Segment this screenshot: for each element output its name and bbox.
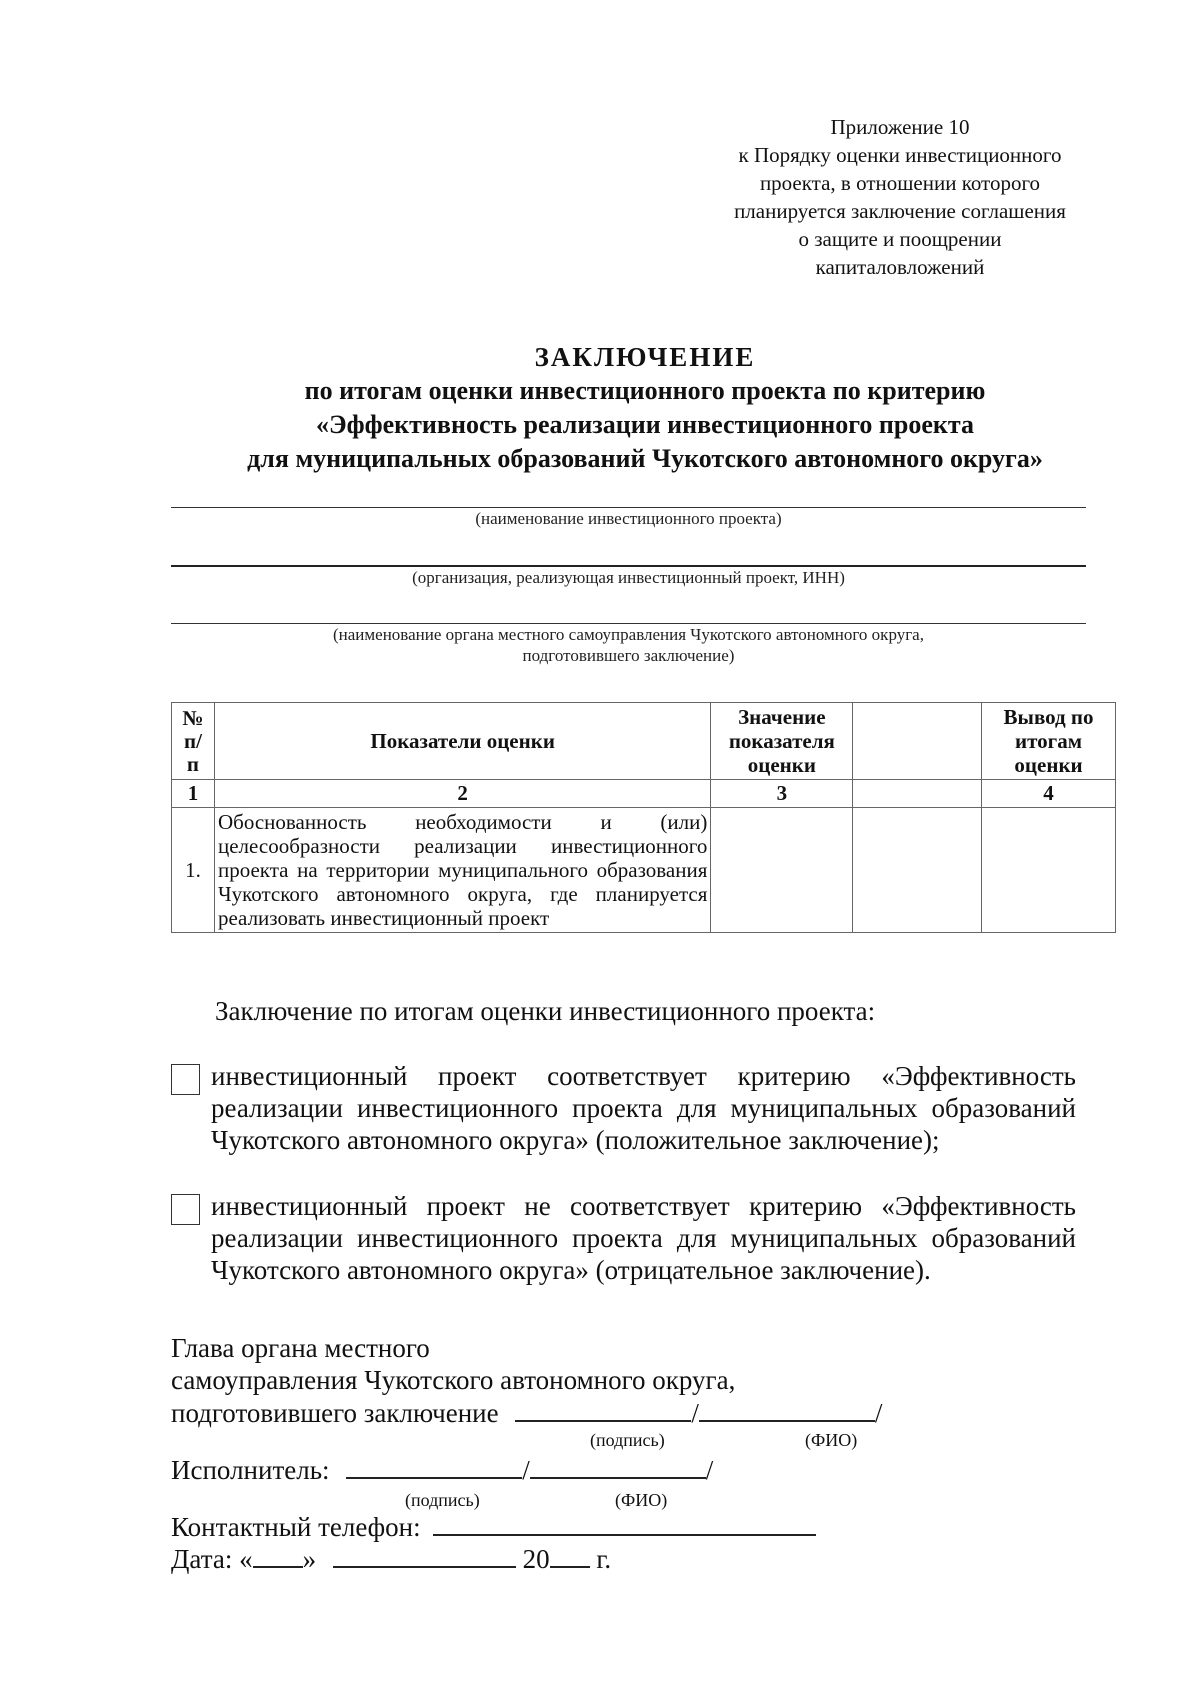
negative-option-text: инвестиционный проект не соответствует критерию «Эффективность реализации инвестиционного проекта для муниципальных образований Чукотского автономного округа» (отрицательное заключение).: [211, 1191, 1076, 1285]
criteria-table: [171, 702, 1116, 933]
appendix-line: капиталовложений: [815, 255, 985, 279]
row-result-cell[interactable]: [982, 808, 1116, 933]
table-row: [172, 808, 1116, 933]
header-blank: [853, 703, 982, 780]
appendix-line: о защите и поощрении: [798, 227, 1002, 251]
appendix-block: [700, 113, 1100, 281]
year-suffix: г.: [589, 1544, 612, 1574]
slash: /: [522, 1455, 530, 1485]
head-signature-row: [171, 1396, 882, 1429]
executor-signature-field[interactable]: [346, 1453, 522, 1479]
executor-signature-caption: (подпись): [405, 1490, 480, 1510]
header-num: № п/п: [172, 703, 215, 780]
head-fio-caption: (ФИО): [805, 1430, 858, 1450]
head-line-2: самоуправления Чукотского автономного округа,: [171, 1365, 736, 1395]
head-line-3: подготовившего заключение: [171, 1398, 499, 1428]
header-value: Значение показателя оценки: [711, 703, 853, 780]
table-header-row: [172, 703, 1116, 780]
year-prefix: 20: [522, 1544, 550, 1574]
executor-label: Исполнитель:: [171, 1455, 330, 1485]
conclusion-heading: Заключение по итогам оценки инвестиционного проекта:: [215, 996, 876, 1026]
document-title: [0, 340, 1200, 476]
project-name-field[interactable]: [171, 507, 1086, 529]
date-close-quote: »: [302, 1544, 317, 1574]
column-number: 1: [172, 780, 215, 808]
head-fio-field[interactable]: [699, 1396, 875, 1422]
executor-row: [171, 1453, 713, 1486]
organization-caption: (организация, реализующая инвестиционный проект, ИНН): [412, 568, 845, 587]
appendix-line: планируется заключение соглашения: [734, 199, 1066, 223]
header-result: Вывод по итогам оценки: [982, 703, 1116, 780]
slash: /: [691, 1398, 699, 1428]
column-number: 3: [711, 780, 853, 808]
slash: /: [874, 1398, 883, 1428]
date-day-field[interactable]: [253, 1542, 303, 1568]
year-field[interactable]: [550, 1542, 590, 1568]
authority-field[interactable]: [171, 623, 1086, 666]
column-number: 2: [214, 780, 710, 808]
appendix-line: проекта, в отношении которого: [759, 171, 1041, 195]
authority-caption: подготовившего заключение): [522, 646, 735, 665]
phone-field[interactable]: [433, 1510, 816, 1536]
column-number: [853, 780, 982, 808]
row-number: 1.: [172, 808, 215, 933]
head-signature-caption: (подпись): [590, 1430, 665, 1450]
head-signature-field[interactable]: [515, 1396, 691, 1422]
header-indicators: Показатели оценки: [214, 703, 710, 780]
phone-row: [171, 1510, 816, 1543]
title-line: для муниципальных образований Чукотского автономного округа»: [247, 444, 1043, 473]
positive-option: [171, 1060, 1076, 1156]
date-month-field[interactable]: [333, 1542, 516, 1568]
head-line-1: Глава органа местного: [171, 1333, 430, 1363]
column-number: 4: [982, 780, 1116, 808]
row-indicator-text: Обоснованность необходимости и (или) целесообразности реализации инвестиционного проекта на территории муниципального образования Чукотского автономного округа, где планируется реализовать инвестиционный проект: [214, 808, 710, 933]
row-value-cell[interactable]: [711, 808, 853, 933]
positive-checkbox[interactable]: [171, 1064, 200, 1095]
row-blank-cell[interactable]: [853, 808, 982, 933]
title-line: по итогам оценки инвестиционного проекта по критерию: [304, 376, 986, 405]
positive-option-text: инвестиционный проект соответствует критерию «Эффективность реализации инвестиционного проекта для муниципальных образований Чукотского автономного округа» (положительное заключение);: [211, 1061, 1076, 1155]
executor-fio-field[interactable]: [530, 1453, 706, 1479]
appendix-line: к Порядку оценки инвестиционного: [738, 143, 1062, 167]
slash: /: [705, 1455, 714, 1485]
negative-option: [171, 1190, 1076, 1286]
negative-checkbox[interactable]: [171, 1194, 200, 1225]
title-line: «Эффективность реализации инвестиционного проекта: [316, 410, 974, 439]
executor-fio-caption: (ФИО): [615, 1490, 668, 1510]
title-main: ЗАКЛЮЧЕНИЕ: [534, 342, 756, 372]
organization-field[interactable]: [171, 565, 1086, 588]
project-name-caption: (наименование инвестиционного проекта): [475, 509, 782, 528]
date-label: Дата: «: [171, 1544, 253, 1574]
date-row: [171, 1542, 611, 1575]
authority-caption: (наименование органа местного самоуправления Чукотского автономного округа,: [333, 625, 924, 644]
phone-label: Контактный телефон:: [171, 1512, 421, 1542]
appendix-line: Приложение 10: [830, 115, 970, 139]
column-number-row: [172, 780, 1116, 808]
